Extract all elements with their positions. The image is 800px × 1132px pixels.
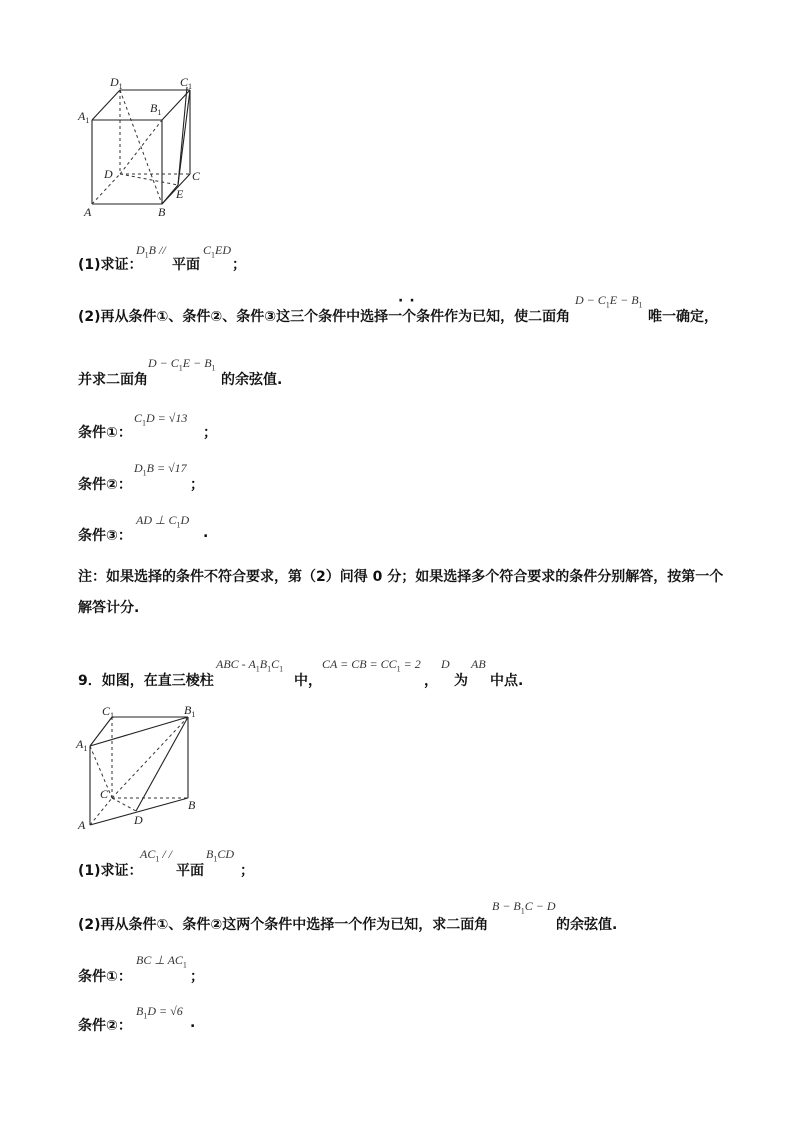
label-d: D [134,813,143,827]
label-c: C [100,787,109,801]
label-c1: $C_1$ [180,75,193,91]
label-b: B [188,798,196,812]
q8-part2-label: (2)再从条件①、条件②、条件③这三个条件中选择一个条件作为已知，使二面角 [78,309,571,325]
label-b: B [158,205,166,219]
emphasis-dots: ·· [398,293,421,309]
label-a: A [78,818,86,832]
q9-ab-math: AB [471,657,486,671]
q8-part1-end: ； [232,257,246,273]
cube-figure [72,70,212,220]
q8-part1-plane: 平面 [172,257,200,273]
q9-intro-b: 中， [294,673,322,689]
q9-part1-math: $AC_1$ / / [140,847,173,864]
label-d1: $D_1$ [110,75,123,91]
q9-part1-label: (1)求证： [78,863,143,879]
label-c1: $C_1$ [102,704,115,720]
q8-part2-end: 唯一确定， [648,309,718,325]
q9-part1-end: ； [240,863,254,879]
q9-intro [78,670,214,690]
q8-cond3-math: AD ⊥ $C_1D$ [136,513,190,530]
q8-part1-math-c: $C_1ED$ [203,243,232,260]
label-c: C [192,169,201,183]
label-d: D [104,167,113,181]
label-b1: $B_1$ [184,703,196,719]
q9-part1-plane: 平面 [176,863,204,879]
q8-part1-math-a: $D_1B$ // [136,243,166,260]
prism-figure [72,700,212,835]
label-b1: $B_1$ [150,101,162,117]
label-a1: $A_1$ [78,109,90,125]
q8-note-cont: 解答计分. [78,600,140,616]
q9-part2-end: 的余弦值. [556,917,618,933]
q9-part1-math-c: $B_1CD$ [206,847,235,864]
q9-cond2-end: . [190,1015,196,1031]
q9-intro-c: ， [424,673,438,689]
q9-eq-math: CA = CB = $CC_1 = 2$ [322,657,421,674]
q8-cond2-label: 条件②： [78,477,132,493]
q8-cond2-math: $D_1B = √17$ [134,461,187,478]
q9-cond2-math: $B_1D = √6$ [136,1004,183,1021]
q8-cond1-label: 条件①： [78,425,132,441]
q8-cond1-math: $C_1D = √13$ [134,411,188,428]
q8-part2-cont: 并求二面角 [78,372,148,388]
q9-cond1-label: 条件①： [78,969,132,985]
q9-cond1-math: BC ⊥ $AC_1$ [136,953,187,970]
q8-cond1-end: ； [203,425,217,441]
q8-cond2-end: ； [190,477,204,493]
q9-cond1-end: ； [190,969,204,985]
label-e: E [176,187,184,201]
q9-intro-e: 中点. [490,673,524,689]
q8-part2-math: $D - C_1E - B_1$ [575,293,643,310]
label-a: A [84,205,92,219]
q8-part1-label: (1)求证： [78,257,143,273]
q9-intro-a: 9．如图，在直三棱柱 [78,673,214,689]
label-a1: $A_1$ [76,737,88,753]
q8-cond3-label: 条件③： [78,528,132,544]
q9-part2-math: $B - B_1C - D$ [492,899,556,916]
q8-part2-cont-math: $D - C_1E - B_1$ [148,356,216,373]
q8-part2-cont-end: 的余弦值. [221,372,283,388]
q9-part2-label: (2)再从条件①、条件②这两个条件中选择一个作为已知，求二面角 [78,917,489,933]
q8-note: 注：如果选择的条件不符合要求，第（2）问得 0 分；如果选择多个符合要求的条件分别解答，按第一个 [78,569,724,585]
q9-d-math: D [441,657,450,671]
q8-cond3-end: . [203,525,209,541]
q9-cond2-label: 条件②： [78,1018,132,1034]
q9-intro-d: 为 [454,673,468,689]
q9-prism-math: ABC - $A_1B_1C_1$ [216,657,284,674]
